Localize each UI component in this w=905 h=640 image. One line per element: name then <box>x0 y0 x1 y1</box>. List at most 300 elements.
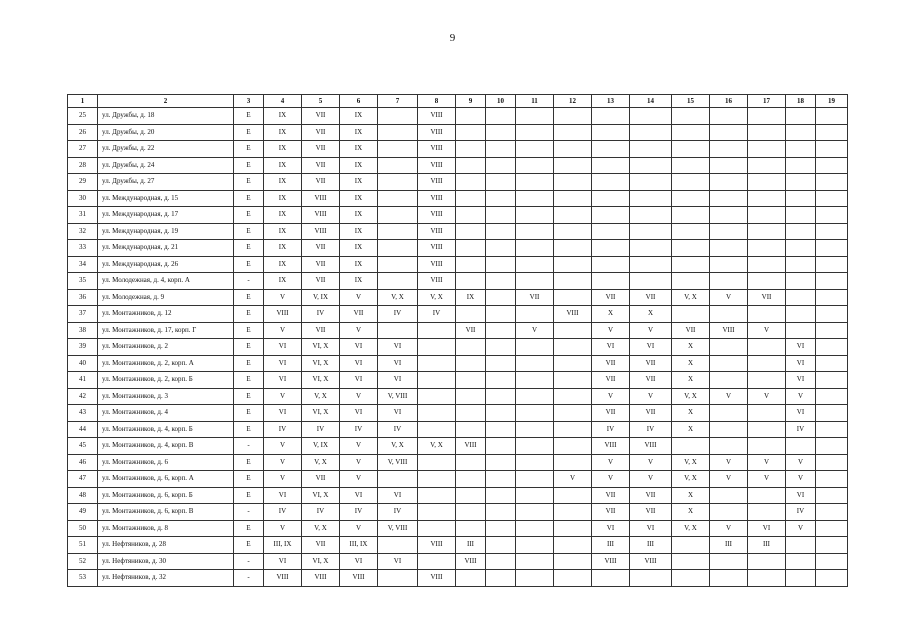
table-cell <box>378 141 418 158</box>
table-cell <box>456 108 486 125</box>
table-cell <box>378 157 418 174</box>
table-row <box>68 108 848 125</box>
table-row <box>68 207 848 224</box>
table-cell: X <box>672 504 710 521</box>
table-cell: VIII <box>418 190 456 207</box>
table-cell <box>816 339 848 356</box>
table-cell: IV <box>418 306 456 323</box>
table-cell <box>748 372 786 389</box>
table-cell <box>816 322 848 339</box>
column-header: 14 <box>630 95 672 108</box>
row-number-cell: 50 <box>68 520 98 537</box>
table-cell: VI <box>340 372 378 389</box>
table-cell <box>816 471 848 488</box>
table-cell <box>672 207 710 224</box>
table-cell <box>486 289 516 306</box>
table-cell: V, X <box>302 454 340 471</box>
table-cell: IV <box>592 421 630 438</box>
table-cell: V <box>630 322 672 339</box>
table-cell <box>486 256 516 273</box>
row-number-cell: 33 <box>68 240 98 257</box>
table-cell: VIII <box>340 570 378 587</box>
address-cell: ул. Монтажников, д. 17, корп. Г <box>98 322 234 339</box>
table-cell <box>554 157 592 174</box>
table-cell: V <box>340 454 378 471</box>
table-cell <box>816 174 848 191</box>
table-cell: V, VIII <box>378 520 418 537</box>
column-header: 2 <box>98 95 234 108</box>
table-cell: VIII <box>456 553 486 570</box>
table-cell: - <box>234 553 264 570</box>
table-cell <box>710 405 748 422</box>
row-number-cell: 41 <box>68 372 98 389</box>
table-cell: VI <box>748 520 786 537</box>
table-cell: VIII <box>418 157 456 174</box>
table-cell: IV <box>786 504 816 521</box>
table-cell <box>672 190 710 207</box>
table-cell: VI <box>340 405 378 422</box>
table-cell <box>672 537 710 554</box>
table-cell: IX <box>264 223 302 240</box>
table-cell: VII <box>302 157 340 174</box>
table-cell <box>816 454 848 471</box>
table-cell <box>630 273 672 290</box>
table-cell <box>554 190 592 207</box>
table-cell: VII <box>302 124 340 141</box>
table-cell <box>554 141 592 158</box>
table-cell <box>816 438 848 455</box>
table-cell <box>816 124 848 141</box>
table-cell <box>378 256 418 273</box>
table-cell: V <box>264 289 302 306</box>
address-cell: ул. Монтажников, д. 4, корп. Б <box>98 421 234 438</box>
table-cell: VII <box>302 174 340 191</box>
address-cell: ул. Международная, д. 17 <box>98 207 234 224</box>
table-cell: VI <box>340 355 378 372</box>
address-cell: ул. Монтажников, д. 2, корп. А <box>98 355 234 372</box>
table-cell: V <box>630 454 672 471</box>
table-cell <box>516 141 554 158</box>
column-header: 13 <box>592 95 630 108</box>
table-cell: VIII <box>418 223 456 240</box>
table-cell <box>554 108 592 125</box>
table-cell: V <box>340 322 378 339</box>
table-cell <box>456 388 486 405</box>
table-cell <box>554 388 592 405</box>
table-cell <box>816 520 848 537</box>
table-row <box>68 487 848 504</box>
table-row <box>68 240 848 257</box>
table-cell: VI <box>264 372 302 389</box>
table-cell <box>378 108 418 125</box>
table-cell <box>456 306 486 323</box>
column-header: 16 <box>710 95 748 108</box>
table-cell <box>748 438 786 455</box>
table-cell <box>378 223 418 240</box>
table-cell <box>710 174 748 191</box>
table-cell <box>486 421 516 438</box>
table-cell: IX <box>340 223 378 240</box>
row-number-cell: 52 <box>68 553 98 570</box>
table-cell: V <box>264 454 302 471</box>
table-cell: VII <box>592 405 630 422</box>
table-cell <box>672 124 710 141</box>
table-row <box>68 355 848 372</box>
table-cell <box>710 372 748 389</box>
table-cell <box>592 256 630 273</box>
table-cell <box>672 273 710 290</box>
row-number-cell: 26 <box>68 124 98 141</box>
table-cell: IX <box>264 240 302 257</box>
table-cell <box>816 570 848 587</box>
table-cell <box>672 108 710 125</box>
table-cell: E <box>234 339 264 356</box>
table-cell: III, IX <box>340 537 378 554</box>
table-cell <box>418 405 456 422</box>
table-cell <box>456 421 486 438</box>
table-cell: VII <box>630 487 672 504</box>
table-cell <box>486 454 516 471</box>
table-cell: E <box>234 421 264 438</box>
table-cell <box>418 454 456 471</box>
table-cell <box>630 141 672 158</box>
table-cell <box>710 223 748 240</box>
table-cell: V, X <box>672 289 710 306</box>
table-cell <box>516 124 554 141</box>
table-cell: VIII <box>264 306 302 323</box>
table-cell <box>786 256 816 273</box>
table-cell <box>418 355 456 372</box>
table-cell <box>786 322 816 339</box>
table-cell: VIII <box>302 207 340 224</box>
address-cell: ул. Дружбы, д. 18 <box>98 108 234 125</box>
table-cell <box>378 174 418 191</box>
table-cell <box>592 157 630 174</box>
table-cell: V, X <box>672 471 710 488</box>
table-cell: VI <box>786 372 816 389</box>
table-cell: V <box>786 471 816 488</box>
table-cell: V <box>340 289 378 306</box>
column-header: 19 <box>816 95 848 108</box>
table-cell <box>486 207 516 224</box>
table-cell: E <box>234 240 264 257</box>
table-cell: IV <box>378 504 418 521</box>
table-cell: VIII <box>630 553 672 570</box>
table-cell <box>630 223 672 240</box>
table-cell <box>456 124 486 141</box>
address-cell: ул. Международная, д. 21 <box>98 240 234 257</box>
table-cell <box>786 124 816 141</box>
table-cell <box>592 570 630 587</box>
table-row <box>68 306 848 323</box>
column-header: 1 <box>68 95 98 108</box>
row-number-cell: 40 <box>68 355 98 372</box>
row-number-cell: 46 <box>68 454 98 471</box>
table-cell <box>486 520 516 537</box>
table-cell: IX <box>340 273 378 290</box>
column-header: 4 <box>264 95 302 108</box>
table-cell: E <box>234 471 264 488</box>
table-cell <box>456 339 486 356</box>
table-row <box>68 339 848 356</box>
table-cell: V <box>340 520 378 537</box>
table-cell: E <box>234 454 264 471</box>
table-cell <box>748 207 786 224</box>
table-cell: VII <box>302 141 340 158</box>
table-cell <box>486 388 516 405</box>
table-cell <box>816 256 848 273</box>
table-cell: IX <box>264 141 302 158</box>
column-header: 10 <box>486 95 516 108</box>
table-cell <box>592 190 630 207</box>
table-cell: VIII <box>418 108 456 125</box>
row-number-cell: 43 <box>68 405 98 422</box>
table-cell: V <box>786 388 816 405</box>
table-cell <box>516 207 554 224</box>
table-cell: VI <box>786 487 816 504</box>
table-cell <box>456 240 486 257</box>
table-cell <box>516 504 554 521</box>
address-cell: ул. Монтажников, д. 3 <box>98 388 234 405</box>
table-row <box>68 124 848 141</box>
table-cell: VII <box>630 504 672 521</box>
table-cell <box>418 322 456 339</box>
table-cell: VIII <box>418 240 456 257</box>
table-cell <box>816 421 848 438</box>
table-cell <box>486 322 516 339</box>
table-cell <box>816 157 848 174</box>
table-cell: V, X <box>302 520 340 537</box>
row-number-cell: 25 <box>68 108 98 125</box>
table-cell <box>816 207 848 224</box>
table-cell <box>516 537 554 554</box>
table-cell <box>816 504 848 521</box>
column-header: 17 <box>748 95 786 108</box>
table-cell <box>516 570 554 587</box>
table-cell: VIII <box>418 570 456 587</box>
table-cell <box>816 108 848 125</box>
table-cell <box>486 471 516 488</box>
table-cell <box>748 124 786 141</box>
row-number-cell: 29 <box>68 174 98 191</box>
table-cell: V <box>630 471 672 488</box>
table-cell <box>710 256 748 273</box>
table-cell: VII <box>302 471 340 488</box>
column-header: 18 <box>786 95 816 108</box>
table-cell: V <box>710 520 748 537</box>
table-cell: VI <box>786 355 816 372</box>
table-cell: V <box>592 471 630 488</box>
table-cell: VII <box>748 289 786 306</box>
table-cell <box>486 339 516 356</box>
table-cell: IX <box>340 124 378 141</box>
table-row <box>68 405 848 422</box>
table-cell: V, IX <box>302 438 340 455</box>
table-cell <box>554 124 592 141</box>
table-cell: VI <box>592 520 630 537</box>
table-cell: X <box>672 487 710 504</box>
table-cell: VIII <box>592 438 630 455</box>
table-cell <box>592 223 630 240</box>
table-cell: III, IX <box>264 537 302 554</box>
table-cell: IX <box>264 124 302 141</box>
table-cell: VII <box>302 256 340 273</box>
table-cell <box>516 223 554 240</box>
table-cell: E <box>234 157 264 174</box>
row-number-cell: 45 <box>68 438 98 455</box>
table-cell <box>630 174 672 191</box>
table-cell <box>630 207 672 224</box>
table-cell <box>554 570 592 587</box>
table-cell: IX <box>264 273 302 290</box>
table-cell: VI <box>378 487 418 504</box>
table-row <box>68 438 848 455</box>
table-cell <box>378 207 418 224</box>
table-cell <box>516 487 554 504</box>
table-cell: VII <box>630 372 672 389</box>
table-cell: X <box>630 306 672 323</box>
table-cell: - <box>234 570 264 587</box>
table-cell <box>554 256 592 273</box>
table-cell <box>486 553 516 570</box>
table-cell <box>748 256 786 273</box>
table-cell <box>748 190 786 207</box>
table-cell: V, X <box>378 438 418 455</box>
table-cell <box>630 570 672 587</box>
row-number-cell: 49 <box>68 504 98 521</box>
table-cell: IX <box>340 141 378 158</box>
table-cell: V, X <box>672 388 710 405</box>
table-cell <box>816 223 848 240</box>
table-cell: VII <box>516 289 554 306</box>
table-cell: VI, X <box>302 487 340 504</box>
table-cell <box>516 355 554 372</box>
table-cell: V <box>710 454 748 471</box>
table-cell <box>516 339 554 356</box>
row-number-cell: 34 <box>68 256 98 273</box>
table-cell <box>748 570 786 587</box>
address-cell: ул. Дружбы, д. 22 <box>98 141 234 158</box>
table-cell <box>710 438 748 455</box>
table-row <box>68 157 848 174</box>
table-cell: IV <box>302 306 340 323</box>
table-row <box>68 570 848 587</box>
table-cell <box>554 487 592 504</box>
table-cell <box>786 141 816 158</box>
address-cell: ул. Дружбы, д. 24 <box>98 157 234 174</box>
page-number: 9 <box>449 32 456 44</box>
table-cell <box>516 553 554 570</box>
table-cell: V, X <box>378 289 418 306</box>
table-cell: E <box>234 487 264 504</box>
table-cell: VI, X <box>302 372 340 389</box>
table-cell <box>630 157 672 174</box>
table-cell <box>816 537 848 554</box>
table-cell: VI <box>630 520 672 537</box>
table-cell: VII <box>672 322 710 339</box>
table-cell: IV <box>340 421 378 438</box>
table-cell: E <box>234 306 264 323</box>
table-cell <box>516 240 554 257</box>
table-cell <box>786 570 816 587</box>
table-cell: E <box>234 355 264 372</box>
header-row <box>68 95 848 108</box>
table-cell <box>554 405 592 422</box>
table-cell: IV <box>340 504 378 521</box>
table-cell <box>554 372 592 389</box>
table-cell: VIII <box>554 306 592 323</box>
table-cell: VIII <box>418 273 456 290</box>
table-row <box>68 520 848 537</box>
table-cell: X <box>672 405 710 422</box>
table-cell <box>516 520 554 537</box>
table-cell <box>554 504 592 521</box>
table-cell <box>486 438 516 455</box>
table-cell <box>456 157 486 174</box>
table-cell: - <box>234 504 264 521</box>
table-row <box>68 273 848 290</box>
table-cell <box>592 108 630 125</box>
table-cell <box>710 108 748 125</box>
table-cell <box>816 372 848 389</box>
table-cell <box>786 537 816 554</box>
table-cell <box>554 240 592 257</box>
table-cell: VI <box>264 405 302 422</box>
row-number-cell: 27 <box>68 141 98 158</box>
table-cell <box>486 306 516 323</box>
table-cell <box>672 157 710 174</box>
table-cell <box>486 223 516 240</box>
address-cell: ул. Молодежная, д. 4, корп. А <box>98 273 234 290</box>
table-cell: V <box>340 388 378 405</box>
table-cell <box>456 504 486 521</box>
address-cell: ул. Нефтяников, д. 28 <box>98 537 234 554</box>
address-cell: ул. Монтажников, д. 2 <box>98 339 234 356</box>
table-cell: IV <box>264 504 302 521</box>
row-number-cell: 35 <box>68 273 98 290</box>
table-cell: E <box>234 405 264 422</box>
address-cell: ул. Международная, д. 26 <box>98 256 234 273</box>
table-cell <box>486 157 516 174</box>
table-cell: V <box>748 454 786 471</box>
table-cell <box>554 207 592 224</box>
table-row <box>68 388 848 405</box>
table-cell <box>592 273 630 290</box>
table-row <box>68 471 848 488</box>
table-cell <box>516 273 554 290</box>
table-cell: V <box>592 454 630 471</box>
table-cell: VII <box>302 108 340 125</box>
table-cell: VI <box>378 372 418 389</box>
table-cell <box>456 487 486 504</box>
table-row <box>68 256 848 273</box>
table-cell <box>554 174 592 191</box>
table-cell <box>748 421 786 438</box>
address-cell: ул. Монтажников, д. 6, корп. Б <box>98 487 234 504</box>
table-cell <box>516 372 554 389</box>
table-cell <box>592 174 630 191</box>
table-row <box>68 421 848 438</box>
table-cell <box>418 471 456 488</box>
table-cell: VII <box>456 322 486 339</box>
table-cell: V <box>340 438 378 455</box>
table-cell <box>456 273 486 290</box>
table-cell: IV <box>302 421 340 438</box>
table-cell <box>748 174 786 191</box>
table-cell <box>516 190 554 207</box>
table-cell <box>516 108 554 125</box>
table-cell: IX <box>340 256 378 273</box>
